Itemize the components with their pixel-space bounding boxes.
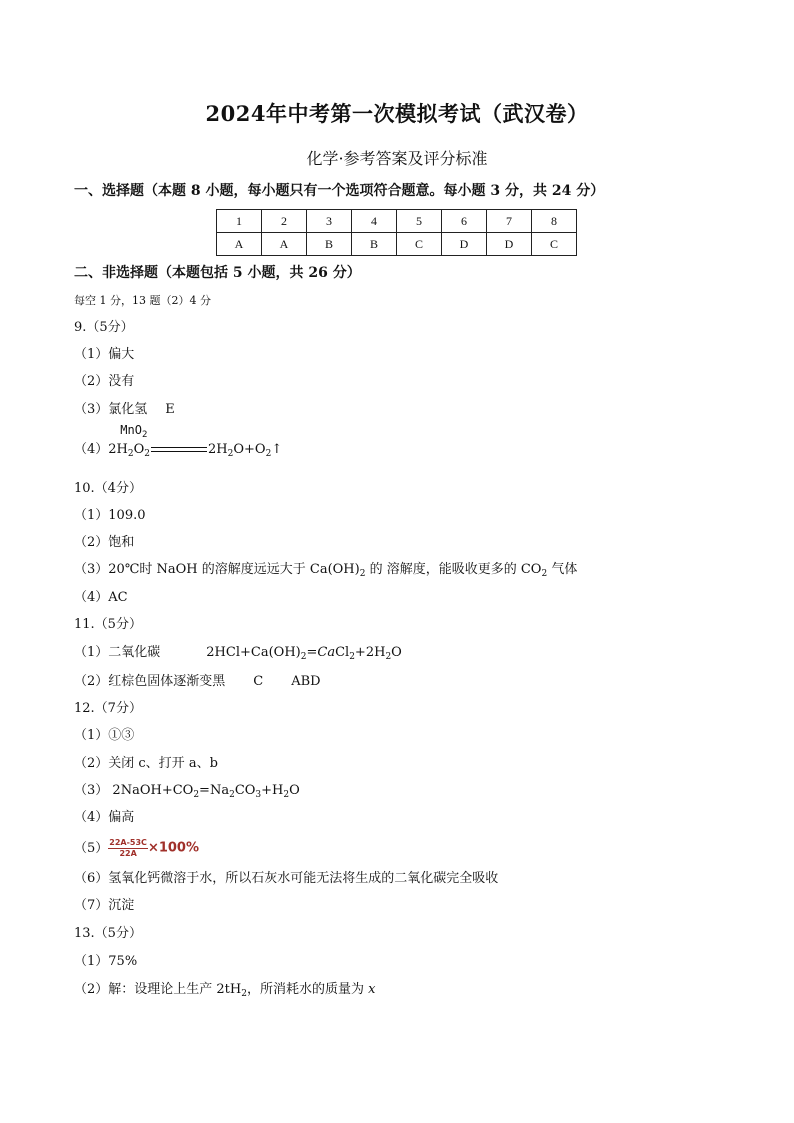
q9-answer-3 — [74, 402, 175, 418]
answer-cell: D — [442, 233, 487, 256]
q9-answer-2: （2）没有 — [74, 374, 135, 389]
reaction-arrow — [151, 447, 207, 452]
q13-answer-2: （2）解：设理论上生产 $2tH_2$，所消耗水的质量为 x — [74, 982, 376, 999]
q10-answer-1: （1）109.0 — [74, 508, 146, 523]
answer-table-answer-row — [217, 233, 577, 256]
answer-cell: D — [487, 233, 532, 256]
answer-cell: C — [397, 233, 442, 256]
scoring-note: 每空 1 分，13 题（2）4 分 — [74, 294, 211, 307]
section1-heading: 一、选择题（本题 8 小题，每小题只有一个选项符合题意。每小题 3 分，共 24 分） — [74, 183, 605, 199]
question-number: 4 — [352, 210, 397, 233]
q12-answer-2: （2）关闭 c、打开 a、b — [74, 756, 218, 771]
answer-cell: A — [217, 233, 262, 256]
q11-answer-2: （2）红棕色固体逐渐变黑 C ABD — [74, 674, 321, 689]
answer-cell: B — [352, 233, 397, 256]
q10-answer-4: （4）AC — [74, 590, 128, 605]
q9-answer-4-label: （4） — [74, 442, 109, 457]
q9-answer-4 — [74, 423, 283, 459]
answer-cell: A — [262, 233, 307, 256]
q11-heading: 11.（5分） — [74, 617, 142, 632]
question-number: 2 — [262, 210, 307, 233]
q11-answer-1: （1）二氧化碳 $2HCl+Ca(OH)_2=CaCl_2+2H_2O$ — [74, 645, 402, 662]
question-number: 3 — [307, 210, 352, 233]
question-number: 7 — [487, 210, 532, 233]
q12-answer-1: （1）①③ — [74, 728, 135, 743]
q12-answer-5: （5） $\frac{22A-53C}{22A}$ ×100% — [74, 838, 199, 858]
q10-answer-3: （3）20℃时 NaOH 的溶解度远远大于 $Ca(OH)_2$ 的 溶解度，能吸收更多的 $CO_2$ 气体 — [74, 562, 578, 579]
answer-table-number-row — [217, 210, 577, 233]
q12-answer-6: （6）氢氧化钙微溶于水，所以石灰水可能无法将生成的二氧化碳完全吸收 — [74, 871, 499, 886]
answer-cell: C — [532, 233, 577, 256]
q12-equation: $2NaOH+CO_2=Na_2CO_3+H_2O$ — [112, 783, 300, 800]
catalyst-label: MnO$_2$ — [120, 423, 148, 440]
question-number: 8 — [532, 210, 577, 233]
section2-heading: 二、非选择题（本题包括 5 小题，共 26 分） — [74, 265, 361, 281]
answer-cell: B — [307, 233, 352, 256]
q12-answer-4: （4）偏高 — [74, 810, 135, 825]
answer-table — [216, 209, 577, 256]
page-title: 2024年中考第一次模拟考试（武汉卷） — [205, 101, 589, 126]
question-number: 1 — [217, 210, 262, 233]
q12-answer-3: （3） $2NaOH+CO_2=Na_2CO_3+H_2O$ — [74, 783, 300, 800]
q10-heading: 10.（4分） — [74, 481, 142, 496]
q9-answer-3-text: （3）氯化氢 — [74, 402, 148, 417]
fraction-formula: $\frac{22A-53C}{22A}$ — [109, 838, 147, 858]
page-subtitle: 化学·参考答案及评分标准 — [306, 149, 488, 168]
q9-answer-1: （1）偏大 — [74, 347, 135, 362]
q11-equation: $2HCl+Ca(OH)_2=CaCl_2+2H_2O$ — [206, 645, 402, 662]
q13-answer-1: （1）75% — [74, 954, 138, 969]
question-number: 6 — [442, 210, 487, 233]
q9-answer-3-option: E — [165, 402, 175, 417]
q13-heading: 13.（5分） — [74, 926, 142, 941]
q12-heading: 12.（7分） — [74, 701, 142, 716]
q10-answer-2: （2）饱和 — [74, 535, 135, 550]
q9-equation: $2H_2O_2$ MnO$_2$ $2H_2O+O_2↑$ — [108, 423, 283, 459]
question-number: 5 — [397, 210, 442, 233]
q12-answer-7: （7）沉淀 — [74, 898, 135, 913]
q9-heading: 9.（5分） — [74, 320, 134, 335]
